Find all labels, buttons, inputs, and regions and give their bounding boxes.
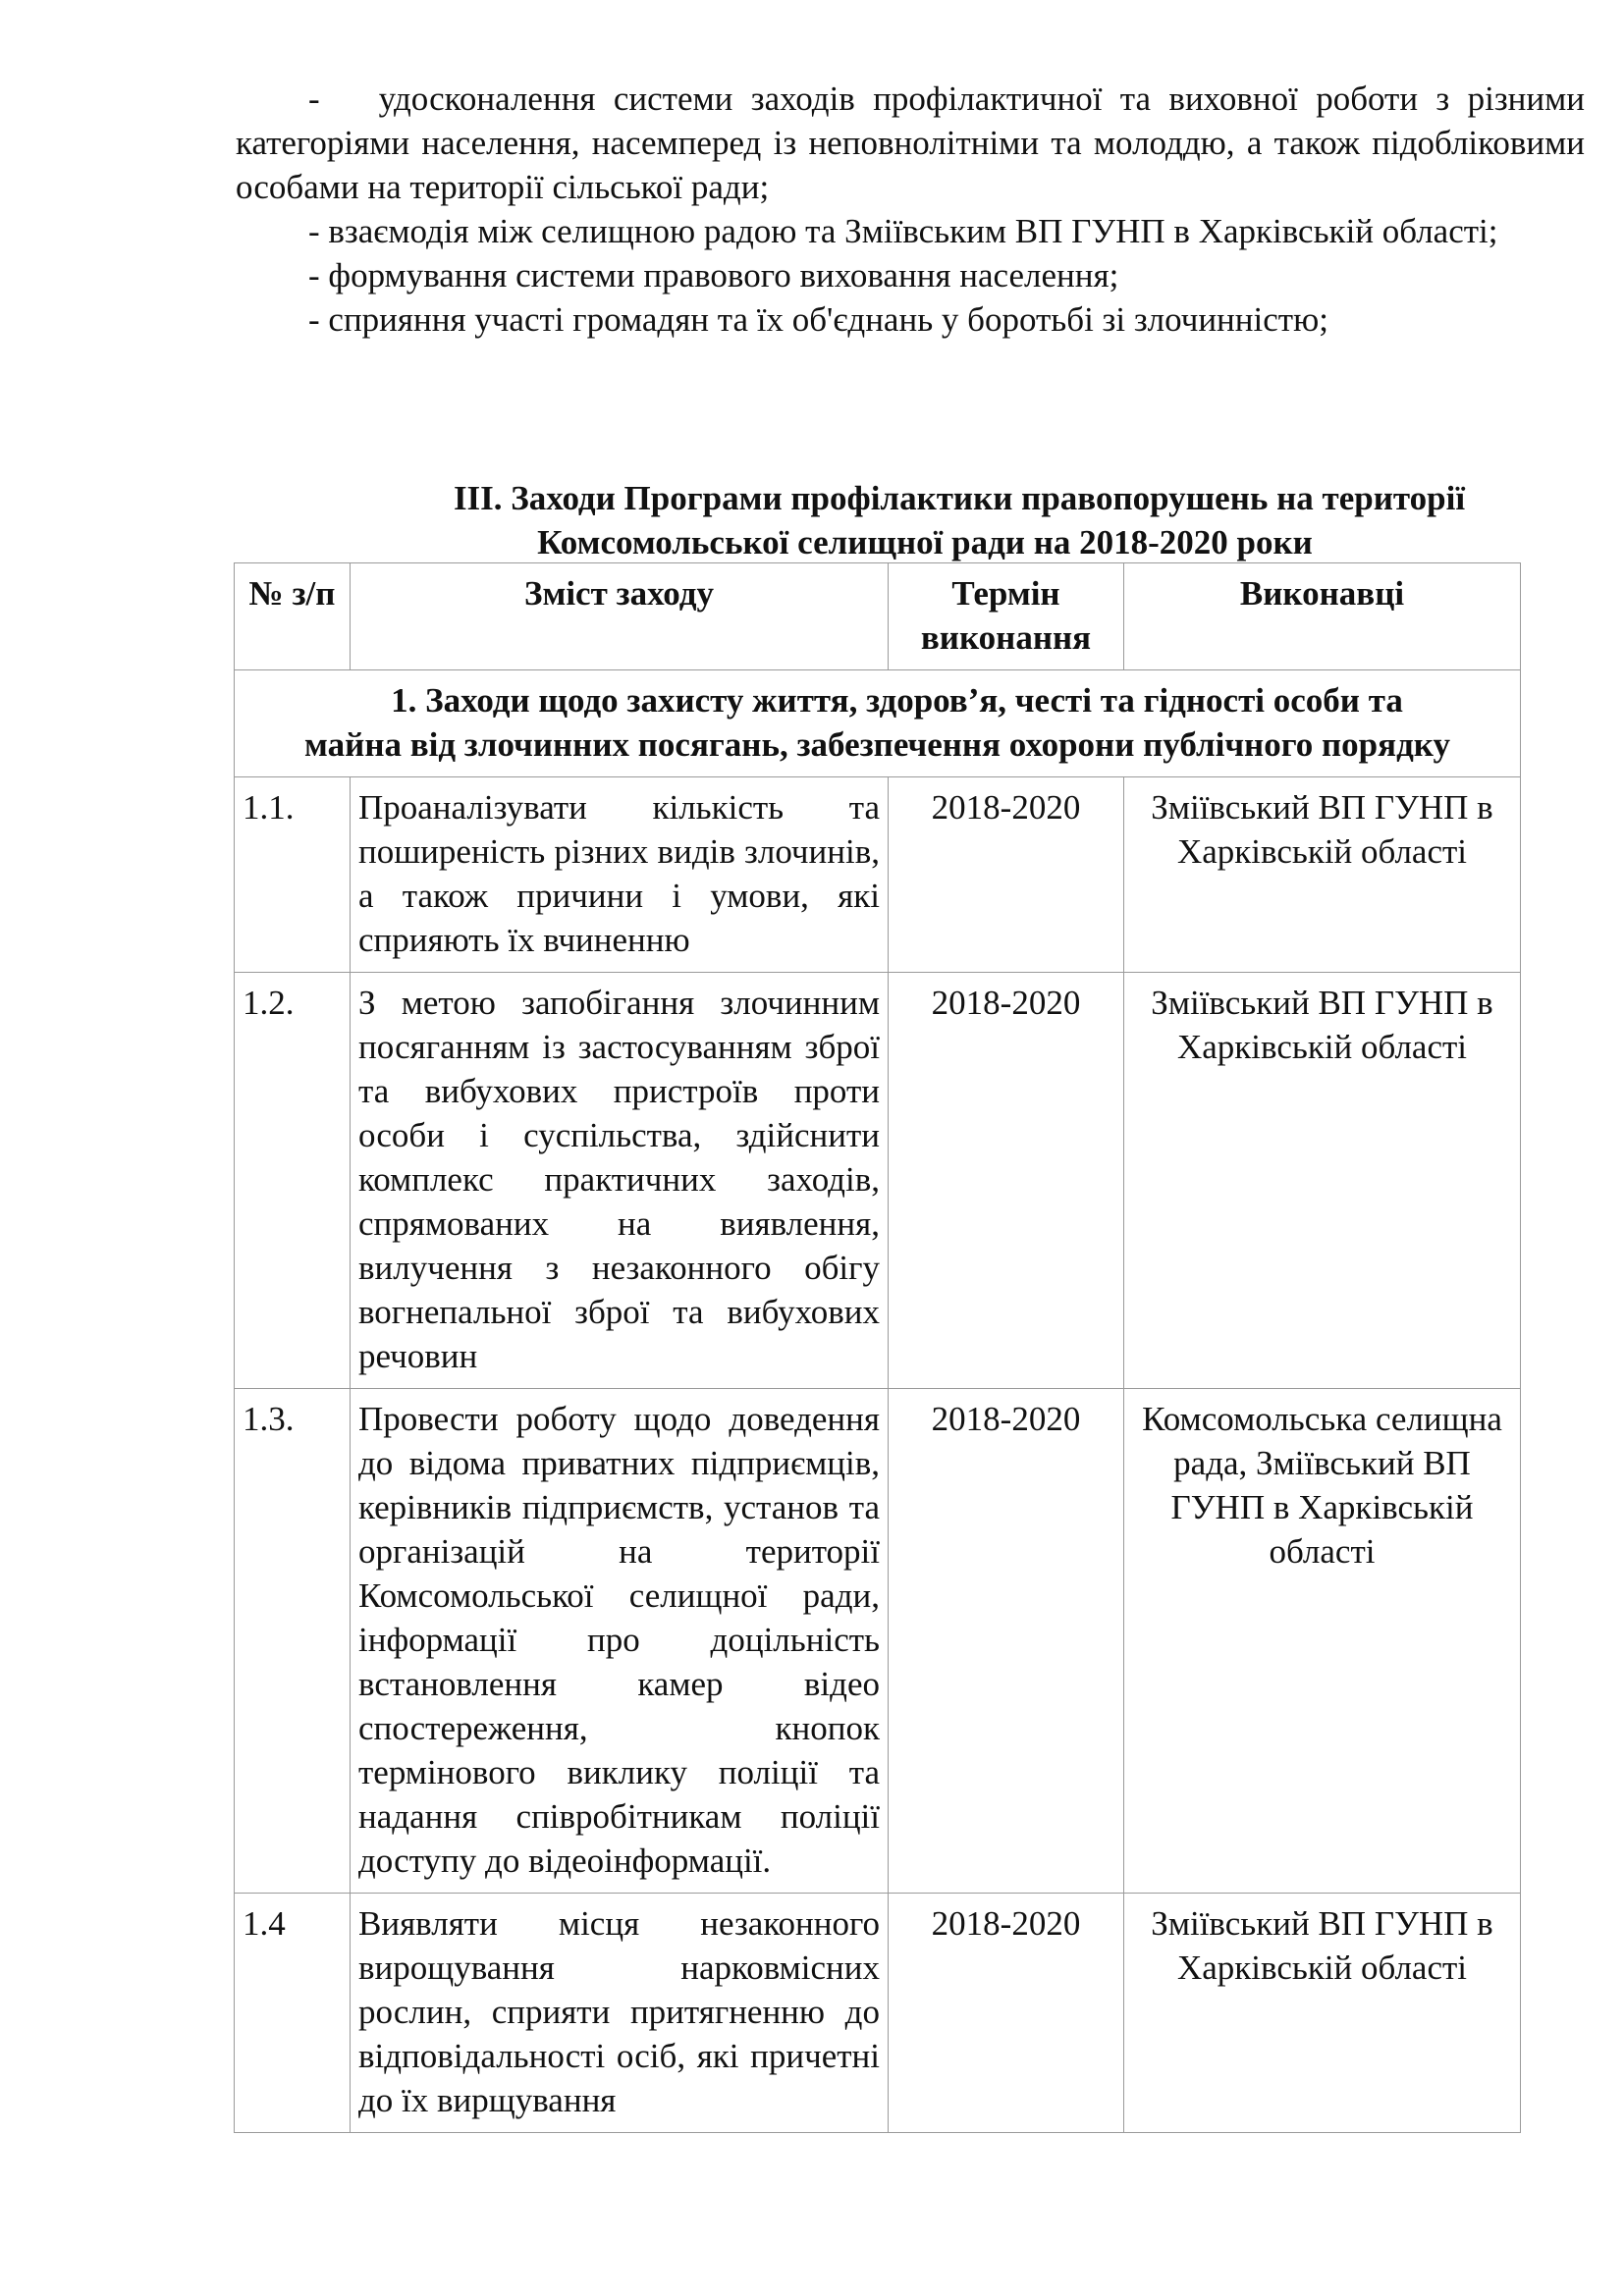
table-row	[235, 973, 1521, 1389]
row-content: Виявляти місця незаконного вирощування нарковмісних рослин, сприяти притягненню до відповідальності осіб, які причетні до їх вирщування	[351, 1894, 889, 2133]
header-executors: Виконавці	[1124, 563, 1521, 670]
section-title-line1: ІІІ. Заходи Програми профілактики правопорушень на території	[453, 479, 1466, 517]
row-executors: Зміївський ВП ГУНП в Харківській області	[1124, 1894, 1521, 2133]
row-num: 1.1.	[235, 777, 351, 973]
section-title	[236, 476, 1585, 564]
row-num: 1.2.	[235, 973, 351, 1389]
row-executors: Зміївський ВП ГУНП в Харківській області	[1124, 973, 1521, 1389]
header-content: Зміст заходу	[351, 563, 889, 670]
row-executors: Комсомольська селищна рада, Зміївський ВП ГУНП в Харківській області	[1124, 1389, 1521, 1894]
row-term: 2018-2020	[889, 1894, 1124, 2133]
intro-item	[236, 77, 1585, 209]
intro-item: - формування системи правового виховання населення;	[308, 256, 1119, 294]
row-num: 1.3.	[235, 1389, 351, 1894]
intro-dash: -	[308, 80, 320, 118]
intro-item-text: удосконалення системи заходів профілактичної та виховної роботи з різними категоріями населення, насемперед із неповнолітніми та молоддю, а також підобліковими особами на території сільської ради;	[236, 80, 1585, 206]
row-term: 2018-2020	[889, 973, 1124, 1389]
intro-item: - сприяння участі громадян та їх об'єднань у боротьбі зі злочинністю;	[308, 300, 1328, 339]
measures-table	[234, 562, 1521, 2133]
intro-item: - взаємодія між селищною радою та Зміївським ВП ГУНП в Харківській області;	[308, 212, 1498, 250]
group-heading-line2: майна від злочинних посягань, забезпечення охорони публічного порядку	[304, 725, 1450, 764]
table-row	[235, 1389, 1521, 1894]
group-heading	[235, 670, 1521, 777]
row-content: Проаналізувати кількість та поширеність різних видів злочинів, а також причини і умови, які сприяють їх вчиненню	[351, 777, 889, 973]
row-executors: Зміївський ВП ГУНП в Харківській області	[1124, 777, 1521, 973]
row-content: З метою запобігання злочинним посяганням із застосуванням зброї та вибухових пристроїв проти особи і суспільства, здійснити комплекс практичних заходів, спрямованих на виявлення, вилучення з незаконного обігу вогнепальної зброї та вибухових речовин	[351, 973, 889, 1389]
group-heading-line1: 1. Заходи щодо захисту життя, здоров’я, честі та гідності особи та	[391, 681, 1403, 720]
row-content: Провести роботу щодо доведення до відома приватних підприємців, керівників підприємств, установ та організацій на території Комсомольської селищної ради, інформації про доцільність встановлення камер відео спостереження, кнопок термінового виклику поліції та надання співробітникам поліції доступу до відеоінформації.	[351, 1389, 889, 1894]
group-row	[235, 670, 1521, 777]
header-num: № з/п	[235, 563, 351, 670]
row-num: 1.4	[235, 1894, 351, 2133]
section-title-line2: Комсомольської селищної ради на 2018-2020 роки	[537, 523, 1313, 561]
header-term: Термін виконання	[889, 563, 1124, 670]
table-row	[235, 1894, 1521, 2133]
intro-list	[236, 77, 1585, 342]
table-row	[235, 777, 1521, 973]
row-term: 2018-2020	[889, 1389, 1124, 1894]
row-term: 2018-2020	[889, 777, 1124, 973]
table-header-row	[235, 563, 1521, 670]
